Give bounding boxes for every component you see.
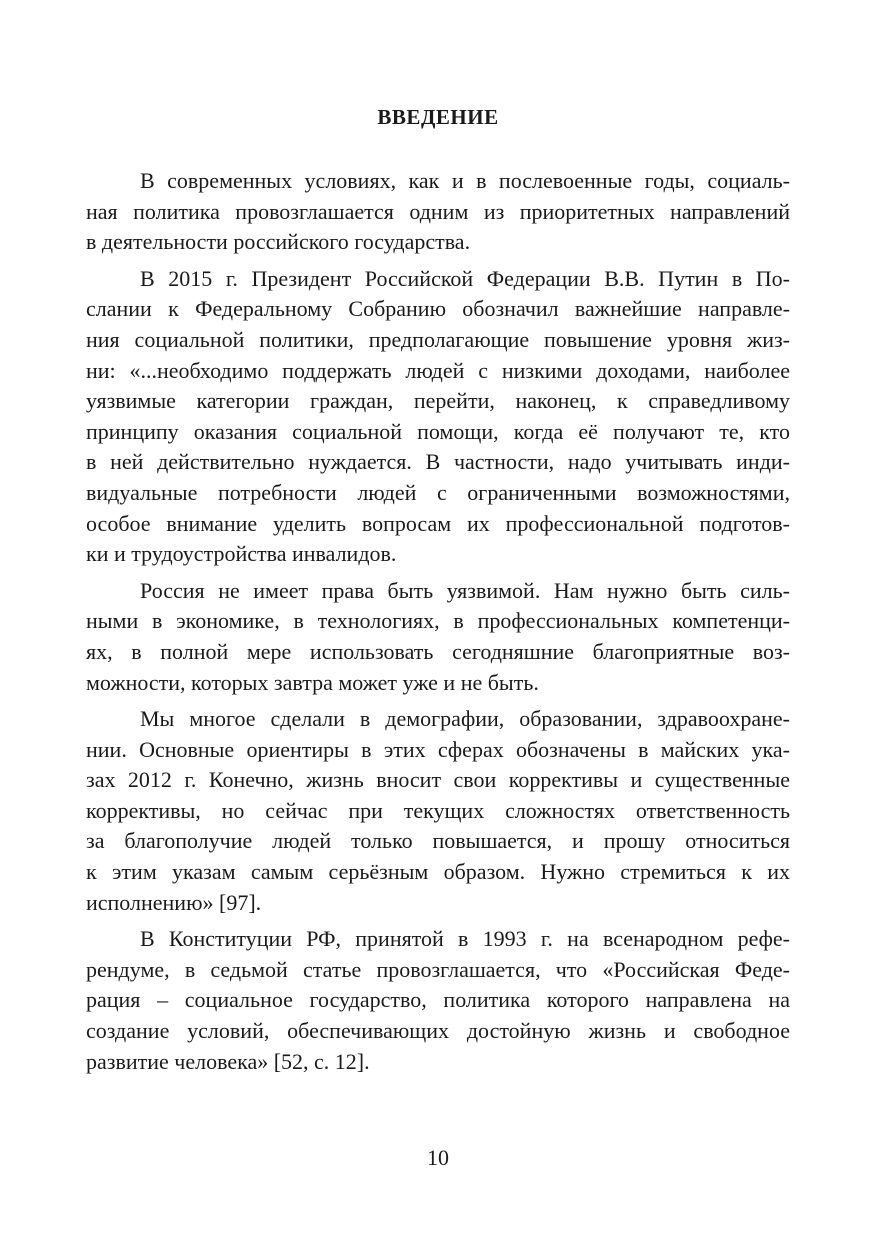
text-line: видуальные потребности людей с ограниченными возможностями, <box>86 479 790 505</box>
text-line: создание условий, обеспечивающих достойную жизнь и свободное <box>86 1018 790 1044</box>
body-text <box>86 166 790 1077</box>
chapter-heading: ВВЕДЕНИЕ <box>377 105 499 129</box>
text-line: слании к Федеральному Собранию обозначил важнейшие направле- <box>86 296 790 322</box>
text-line: принципу оказания социальной помощи, когда её получают те, кто <box>86 418 790 444</box>
paragraph-5 <box>86 924 790 1077</box>
text-line: за благополучие людей только повышается, и прошу относиться <box>86 828 790 854</box>
text-line: зах 2012 г. Конечно, жизнь вносит свои коррективы и существенные <box>86 767 790 793</box>
text-line: нии. Основные ориентиры в этих сферах обозначены в майских ука- <box>86 736 790 762</box>
text-line: можности, которых завтра может уже и не быть. <box>86 669 539 695</box>
text-line: ния социальной политики, предполагающие повышение уровня жиз- <box>86 326 790 352</box>
text-line: В 2015 г. Президент Российской Федерации В.В. Путин в По- <box>140 265 790 291</box>
paragraph-4 <box>86 704 790 918</box>
page-number: 10 <box>427 1145 449 1170</box>
text-line: Мы многое сделали в демографии, образовании, здравоохране- <box>140 706 790 732</box>
text-line: в деятельности российского государства. <box>86 229 471 255</box>
text-line: рация – социальное государство, политика которого направлена на <box>86 987 790 1013</box>
text-line: особое внимание уделить вопросам их профессиональной подготов- <box>86 510 790 536</box>
paragraph-1 <box>86 166 790 258</box>
text-line: ная политика провозглашается одним из приоритетных направлений <box>86 198 790 224</box>
paragraph-2 <box>86 264 790 570</box>
text-line: ях, в полной мере использовать сегодняшние благоприятные воз- <box>86 638 790 664</box>
text-line: В Конституции РФ, принятой в 1993 г. на всенародном рефе- <box>140 926 790 952</box>
text-line: в ней действительно нуждается. В частности, надо учитывать инди- <box>86 449 790 475</box>
text-line: ни: «...необходимо поддержать людей с низкими доходами, наиболее <box>86 357 790 383</box>
text-line: Россия не имеет права быть уязвимой. Нам нужно быть силь- <box>140 577 790 603</box>
paragraph-3 <box>86 576 790 698</box>
text-line: уязвимые категории граждан, перейти, наконец, к справедливому <box>86 388 790 414</box>
text-line: исполнению» [97]. <box>86 889 262 915</box>
text-line: ки и трудоустройства инвалидов. <box>86 541 397 567</box>
text-line: развитие человека» [52, с. 12]. <box>86 1048 370 1074</box>
text-line: ными в экономике, в технологиях, в профессиональных компетенци- <box>86 608 790 634</box>
text-line: рендуме, в седьмой статье провозглашается, что «Российская Феде- <box>86 956 790 982</box>
book-page <box>86 0 790 1240</box>
text-line: к этим указам самым серьёзным образом. Нужно стремиться к их <box>86 859 790 885</box>
text-line: В современных условиях, как и в послевоенные годы, социаль- <box>140 168 790 193</box>
text-line: коррективы, но сейчас при текущих сложностях ответственность <box>86 797 790 823</box>
